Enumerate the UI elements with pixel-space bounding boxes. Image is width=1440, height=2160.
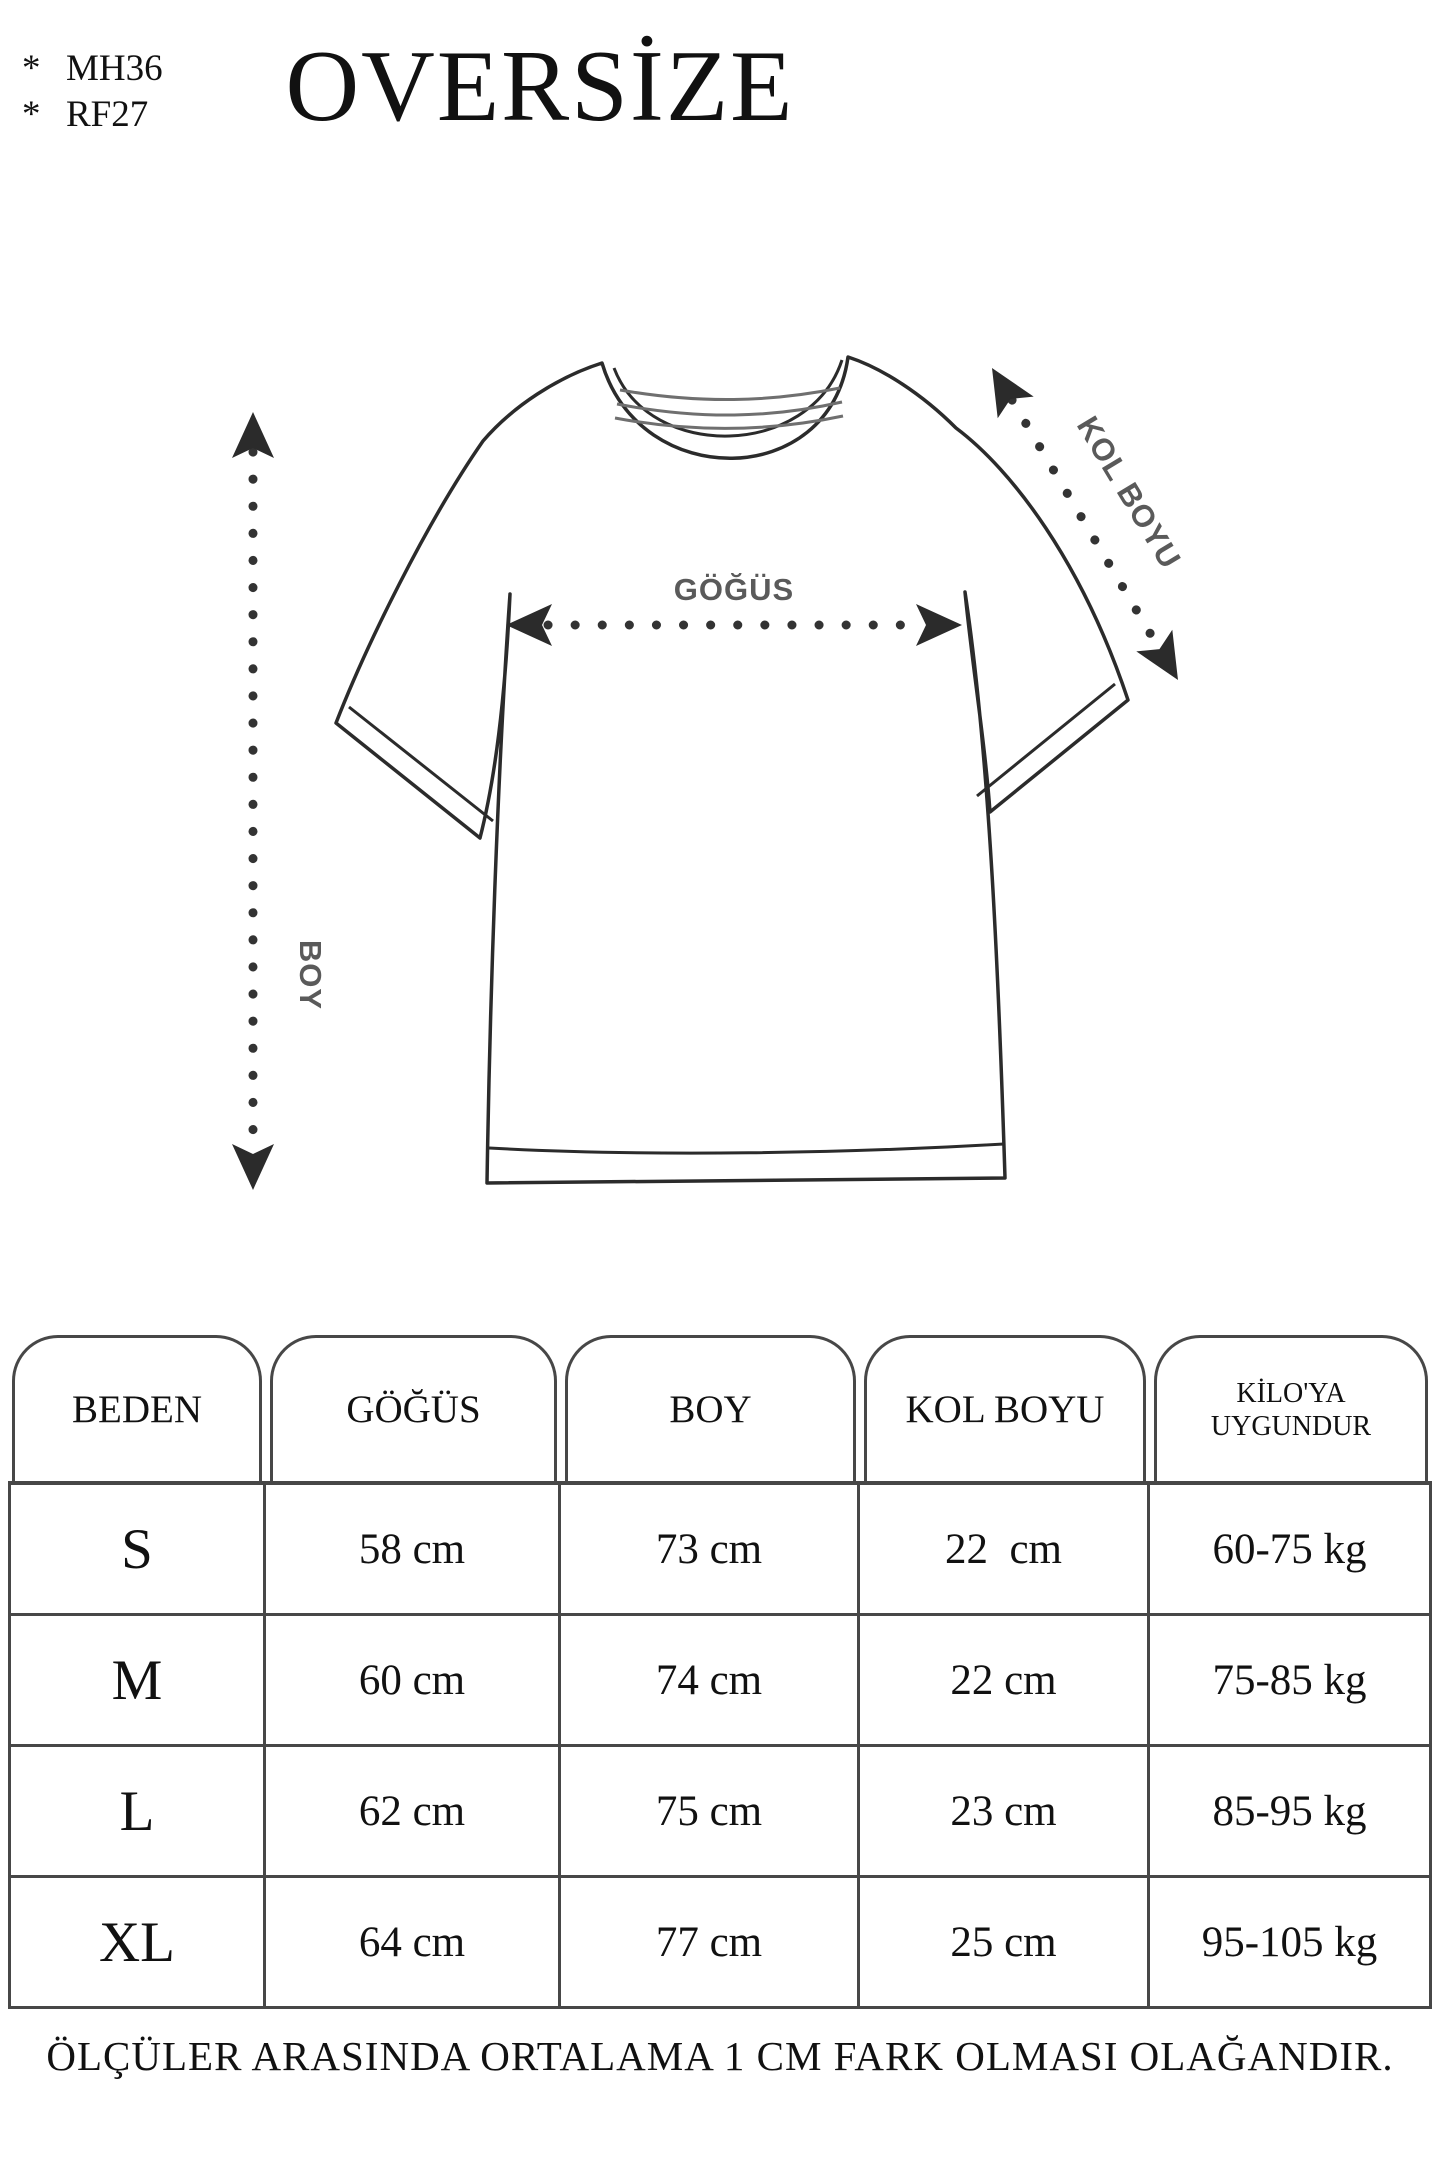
- weight-header-line: UYGUNDUR: [1210, 1410, 1372, 1442]
- sleeve-label: KOL BOYU: [1069, 410, 1189, 575]
- product-code: RF27: [66, 94, 149, 135]
- weight-cell: 95-105 kg: [1201, 1918, 1378, 1966]
- table-row-m: [11, 1616, 1429, 1747]
- length-label: BOY: [293, 939, 328, 1011]
- sleeve-cell: 22 cm: [860, 1485, 1150, 1613]
- arrow-up-left-icon: [974, 357, 1034, 418]
- weight-cell: 85-95 kg: [1212, 1787, 1367, 1835]
- size-table-body: [8, 1481, 1432, 2009]
- table-row-xl: [11, 1878, 1429, 2006]
- column-header-size: BEDEN: [12, 1335, 262, 1481]
- size-table-header: [8, 1335, 1432, 1481]
- column-header-weight: [1154, 1335, 1428, 1481]
- column-header-sleeve: KOL BOYU: [864, 1335, 1146, 1481]
- size-cell: XL: [11, 1878, 266, 2006]
- arrow-down-icon: [232, 1144, 274, 1190]
- table-row-l: [11, 1747, 1429, 1878]
- size-cell: S: [11, 1485, 266, 1613]
- sleeve-cell: 22 cm: [860, 1616, 1150, 1744]
- arrow-down-right-icon: [1136, 630, 1196, 691]
- product-code: MH36: [66, 48, 163, 89]
- weight-header-line: KİLO'YA: [1236, 1377, 1346, 1409]
- size-table: [8, 1335, 1432, 2009]
- size-cell: M: [11, 1616, 266, 1744]
- length-cell: 77 cm: [561, 1878, 860, 2006]
- asterisk-mark: *: [22, 48, 41, 89]
- length-cell: 74 cm: [561, 1616, 860, 1744]
- chest-cell: 62 cm: [266, 1747, 561, 1875]
- asterisk-mark: *: [22, 94, 41, 135]
- chest-cell: 60 cm: [266, 1616, 561, 1744]
- table-row-s: [11, 1485, 1429, 1616]
- chest-label: GÖĞÜS: [673, 572, 795, 607]
- collar-rib-line: [620, 388, 840, 400]
- length-cell: 75 cm: [561, 1747, 860, 1875]
- weight-cell: 60-75 kg: [1212, 1525, 1367, 1573]
- sleeve-cell: 25 cm: [860, 1878, 1150, 2006]
- column-header-length: BOY: [565, 1335, 856, 1481]
- chest-cell: 64 cm: [266, 1878, 561, 2006]
- measurement-disclaimer: ÖLÇÜLER ARASINDA ORTALAMA 1 CM FARK OLMASI OLAĞANDIR.: [46, 2033, 1394, 2079]
- sleeve-cell: 23 cm: [860, 1747, 1150, 1875]
- weight-cell: 75-85 kg: [1212, 1656, 1367, 1704]
- column-header-chest: GÖĞÜS: [270, 1335, 557, 1481]
- size-cell: L: [11, 1747, 266, 1875]
- page-title: OVERSİZE: [285, 30, 795, 143]
- chest-cell: 58 cm: [266, 1485, 561, 1613]
- length-cell: 73 cm: [561, 1485, 860, 1613]
- collar-rib-line: [615, 416, 843, 428]
